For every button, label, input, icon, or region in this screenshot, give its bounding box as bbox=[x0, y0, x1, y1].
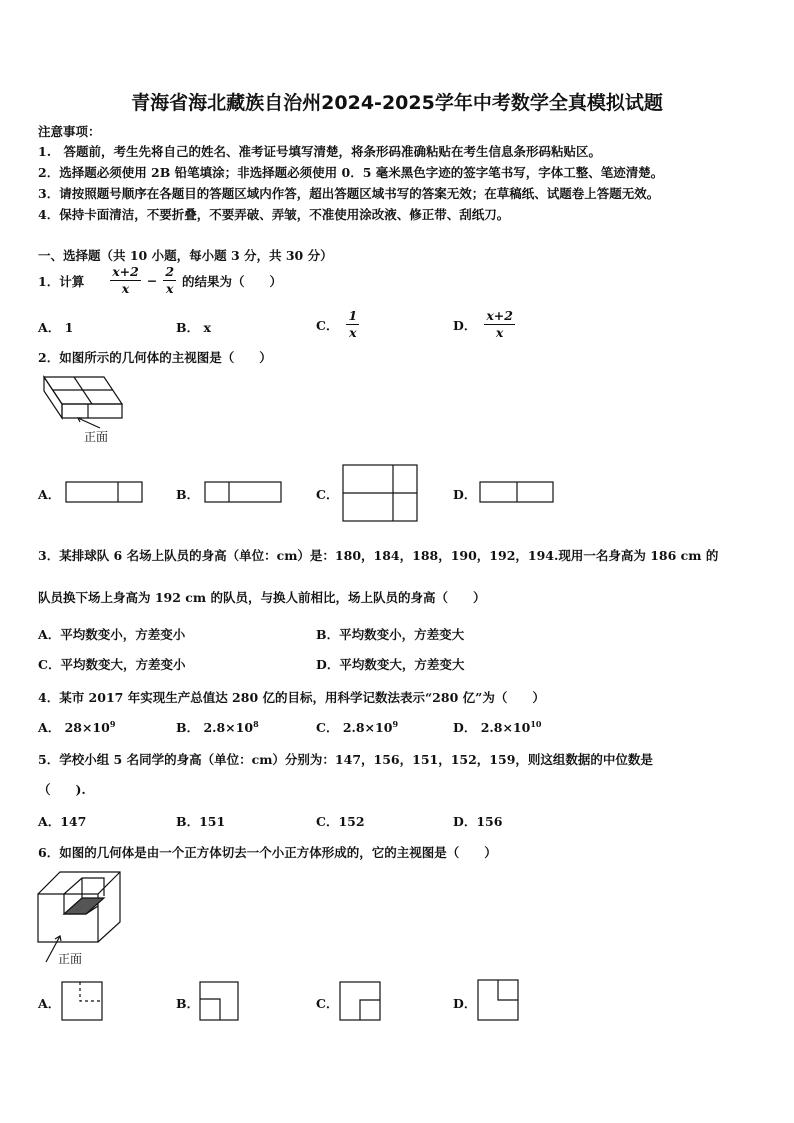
q1-option-d: D． $\frac{x+2}{x}$ bbox=[453, 308, 513, 340]
q6-option-a: A． bbox=[38, 996, 61, 1011]
question-2: 2．如图所示的几何体的主视图是（ ） bbox=[38, 350, 272, 365]
q1-option-b: B． x bbox=[176, 320, 211, 335]
question-5-line-1: 5．学校小组 5 名同学的身高（单位：cm）分别为：147，156，151，152，159，则这组数据的中位数是 bbox=[38, 752, 653, 767]
q5-option-d: D．156 bbox=[453, 814, 503, 829]
q3-option-c: C．平均数变大，方差变小 bbox=[38, 657, 186, 672]
question-3-line-1: 3．某排球队 6 名场上队员的身高（单位：cm）是：180，184，188，190，192，194.现用一名身高为 186 cm 的 bbox=[38, 548, 719, 563]
q4-option-d: D． $2.8\times 10^{10}$ bbox=[453, 718, 542, 735]
notice-item: 4．保持卡面清洁，不要折叠，不要弄破、弄皱，不准使用涂改液、修正带、刮纸刀。 bbox=[38, 207, 510, 222]
q6-option-c: C． bbox=[316, 996, 339, 1011]
q6-option-d-figure bbox=[478, 980, 518, 1020]
q1-option-c: C． $\frac{1}{x}$ bbox=[316, 308, 358, 340]
q6-option-b: B． bbox=[176, 996, 200, 1011]
question-1 bbox=[38, 264, 282, 297]
question-4: 4．某市 2017 年实现生产总值达 280 亿的目标，用科学记数法表示“280 亿”为（ ） bbox=[38, 690, 545, 705]
q5-option-b: B．151 bbox=[176, 814, 226, 829]
q3-option-b: B．平均数变小，方差变大 bbox=[316, 627, 465, 642]
question-6: 6．如图的几何体是由一个正方体切去一个小正方体形成的，它的主视图是（ ） bbox=[38, 845, 497, 860]
q6-option-d: D． bbox=[453, 996, 477, 1011]
question-3-line-2: 队员换下场上身高为 192 cm 的队员，与换人前相比，场上队员的身高（ ） bbox=[38, 590, 486, 605]
q2-option-a: A． bbox=[38, 487, 61, 502]
page-title: 青海省海北藏族自治州2024-2025学年中考数学全真模拟试题 bbox=[131, 92, 663, 114]
q2-option-c-figure bbox=[343, 465, 417, 521]
q2-option-d: D． bbox=[453, 487, 477, 502]
q6-solid-figure bbox=[38, 870, 128, 968]
q4-option-b: B． $2.8\times 10^8$ bbox=[176, 718, 259, 735]
q5-option-a: A．147 bbox=[38, 814, 87, 829]
q3-option-d: D．平均数变大，方差变大 bbox=[316, 657, 465, 672]
notice-item: 2．选择题必须使用 2B 铅笔填涂；非选择题必须使用 0．5 毫米黑色字迹的签字笔书写，字体工整、笔迹清楚。 bbox=[38, 165, 664, 180]
notice-heading: 注意事项： bbox=[38, 124, 101, 139]
q2-front-label: 正面 bbox=[84, 430, 109, 444]
q2-option-c: C． bbox=[316, 487, 339, 502]
q1-prefix: 1．计算 bbox=[38, 273, 85, 289]
q1-minus: − bbox=[146, 273, 158, 288]
question-5-line-2: （ ). bbox=[38, 782, 86, 797]
q2-option-b-figure bbox=[205, 482, 281, 502]
q2-option-b: B． bbox=[176, 487, 200, 502]
q1-option-a: A． 1 bbox=[38, 320, 74, 335]
q6-option-c-figure bbox=[340, 982, 380, 1020]
q6-front-label: 正面 bbox=[58, 952, 83, 966]
q3-option-a: A．平均数变小，方差变小 bbox=[38, 627, 186, 642]
q1-suffix: 的结果为（ ） bbox=[182, 273, 283, 289]
q5-option-c: C．152 bbox=[316, 814, 365, 829]
q6-option-b-figure bbox=[200, 982, 238, 1020]
section-heading: 一、选择题（共 10 小题，每小题 3 分，共 30 分） bbox=[38, 248, 333, 263]
notice-item: 1. 答题前，考生先将自己的姓名、准考证号填写清楚，将条形码准确粘贴在考生信息条形码粘贴区。 bbox=[38, 144, 602, 159]
q1-fraction-1: $\frac{x+2}{x}$ bbox=[112, 264, 139, 296]
q1-fraction-2: $\frac{2}{x}$ bbox=[165, 264, 175, 296]
q2-option-d-figure bbox=[480, 482, 553, 502]
notice-item: 3．请按照题号顺序在各题目的答题区域内作答，超出答题区域书写的答案无效；在草稿纸、试题卷上答题无效。 bbox=[38, 186, 660, 201]
q2-option-a-figure bbox=[66, 482, 142, 502]
q4-option-c: C． $2.8\times 10^9$ bbox=[316, 718, 399, 735]
q6-option-a-figure bbox=[62, 982, 102, 1020]
q4-option-a: A． $28\times 10^9$ bbox=[38, 718, 116, 735]
